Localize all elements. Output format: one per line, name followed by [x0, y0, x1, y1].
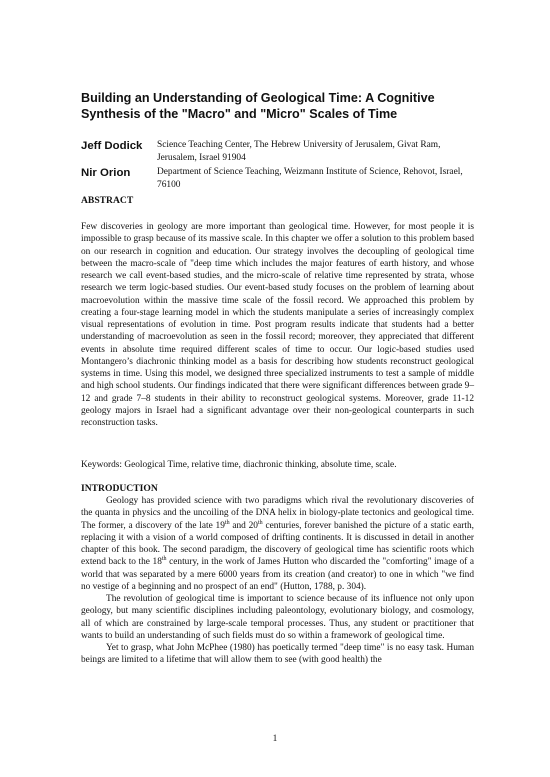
author-entry — [81, 166, 476, 191]
superscript-th: th — [224, 519, 230, 526]
author-name: Nir Orion — [81, 167, 131, 179]
author-entry — [81, 139, 476, 164]
keywords-line: Keywords: Geological Time, relative time, diachronic thinking, absolute time, scale. — [81, 460, 397, 470]
superscript-th: th — [161, 556, 167, 563]
intro-p1-part-c: century, in the work of James Hutton who discarded the "comforting" image of a world that was separated by a mere 6000 years from its creation (and creator) to one in which "we find no vestige of a beginning and no prospect of an end" (Hutton, 1788, p. 304). — [81, 557, 474, 592]
author-block — [81, 139, 476, 193]
intro-p1-part-a: Geology has provided science with two paradigms which rival the revolutionary discoveries of the quanta in physics and the uncoiling of the DNA helix in biology-plate tectonics and geological time. The former, a discovery of the late 19 — [81, 496, 474, 531]
superscript-th: th — [257, 519, 263, 526]
author-affiliation: Science Teaching Center, The Hebrew University of Jerusalem, Givat Ram, Jerusalem, Israel 91904 — [157, 140, 441, 163]
intro-p1-part-b: centuries, forever banished the picture of a static earth, replacing it with a vision of a world composed of drifting continents. It is discussed in detail in another chapter of this book. The second paradigm, the discovery of geological time has scientific roots which extend back to the 18 — [81, 520, 474, 568]
introduction-body — [81, 495, 474, 667]
intro-paragraph-3: Yet to grasp, what John McPhee (1980) has poetically termed "deep time" is no easy task. Human beings are limited to a lifetime that will allow them to see (with good health) the — [81, 643, 474, 666]
author-affiliation: Department of Science Teaching, Weizmann Institute of Science, Rehovot, Israel, 76100 — [157, 167, 463, 190]
intro-p1-and: and 20 — [229, 520, 258, 531]
intro-paragraph-1 — [81, 495, 474, 593]
page-number: 1 — [272, 734, 278, 744]
introduction-heading: INTRODUCTION — [81, 483, 158, 494]
abstract-text: Few discoveries in geology are more important than geological time. However, for most people it is impossible to grasp because of its massive scale. In this chapter we offer a solution to this problem based on our research in cognition and education. Our strategy involves the decoupling of geological time between the macro-scale of "deep time which includes the major features of earth history, and whose research we call event-based studies, and the micro-scale of relative time represented by strata, whose research we term logic-based studies. Our event-based study focuses on the problem of learning about macroevolution within the massive time scale of the fossil record. We approached this problem by creating a four-stage learning model in which the students manipulate a series of increasingly complex visual representations of evolution in time. Post program results indicate that students had a better understanding of macroevolution as seen in the fossil record; moreover, they appreciated that different events in absolute time required different scales of time to occur. Our logic-based studies used Montangero’s diachronic thinking model as a basis for describing how students reconstruct geological systems in time. Using this model, we designed three specialized instruments to test a sample of middle and high school students. Our findings indicated that there were significant differences between grade 9–12 and grade 7–8 students in their ability to reconstruct geological systems. Moreover, grade 11-12 geology majors in Israel had a significant advantage over their non-geological counterparts in such reconstruction tasks. — [81, 222, 474, 428]
abstract-heading: ABSTRACT — [81, 195, 134, 206]
intro-paragraph-2: The revolution of geological time is important to science because of its influence not only upon geology, but many scientific disciplines including paleontology, evolutionary biology, and cosmology, all of which are constrained by large-scale temporal processes. Thus, any student or practitioner that wants to build an understanding of such fields must do so within a framework of geological time. — [81, 594, 474, 641]
author-name: Jeff Dodick — [81, 140, 143, 152]
paper-title: Building an Understanding of Geological Time: A Cognitive Synthesis of the "Macro" and "Micro" Scales of Time — [81, 91, 435, 121]
